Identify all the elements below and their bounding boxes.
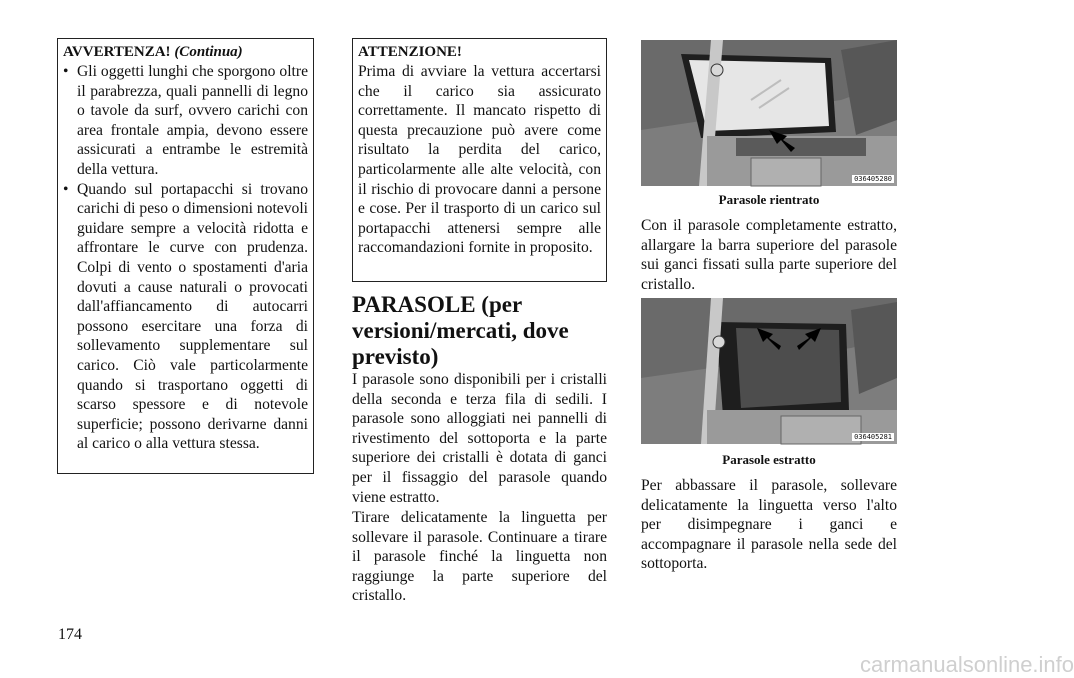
right-paragraph-1: Con il parasole completamente estratto, allargare la barra superiore del parasole sui ganci fissati sulla parte superiore del cristallo.	[641, 217, 897, 293]
sunshade-retracted-illustration	[641, 40, 897, 186]
page-number: 174	[58, 626, 82, 643]
figure-1-caption: Parasole rientrato	[718, 192, 820, 207]
warning-title: AVVERTENZA! (Continua)	[63, 44, 243, 60]
section-paragraph-2: Tirare delicatamente la linguetta per sollevare il parasole. Continuare a tirare il parasole finché la linguetta non raggiunge la parte superiore del cristallo.	[352, 509, 607, 605]
warning-list	[63, 62, 308, 454]
footer-watermark: carmanualsonline.info	[860, 652, 1074, 677]
figure-sunshade-extended	[641, 298, 897, 444]
sunshade-extended-illustration	[641, 298, 897, 444]
figure-2-code: 036405281	[854, 433, 892, 441]
caution-text: Prima di avviare la vettura accertarsi che il carico sia assicurato correttamente. Il mancato rispetto di questa precauzione può avere come risultato la perdita del carico, particolarmente alle alte velocità, con il rischio di provocare danni a persone e cose. Per il trasporto di un carico sul portapacchi attenersi sempre alle raccomandazioni fornite in proposito.	[358, 63, 601, 257]
caution-title: ATTENZIONE!	[358, 44, 462, 60]
right-paragraph-2: Per abbassare il parasole, sollevare delicatamente la linguetta verso l'alto per disimpegnare i ganci e accompagnare il parasole nella sede del sottoporta.	[641, 477, 897, 573]
warning-title-continued: (Continua)	[174, 44, 243, 60]
section-paragraph-1: I parasole sono disponibili per i cristalli della seconda e terza fila di sedili. I parasole sono alloggiati nei pannelli di rivestimento del sottoporta e la parte superiore dei cristalli è dotata di ganci per il fissaggio del parasole quando viene estratto.	[352, 371, 607, 506]
section-heading: PARASOLE (per versioni/mercati, dove previsto)	[352, 292, 569, 369]
figure-2-caption: Parasole estratto	[722, 452, 816, 467]
caution-box	[352, 38, 607, 282]
warning-box	[57, 38, 314, 474]
figure-sunshade-retracted	[641, 40, 897, 186]
figure-1-code: 036405280	[854, 175, 892, 183]
warning-item: • Quando sul portapacchi si trovano carichi di peso o dimensioni notevoli guidare sempre a velocità ridotta e affrontare le curve con prudenza. Colpi di vento o spostamenti d'aria dovuti a cause naturali o provocati dall'affiancamento di autocarri possono esercitare una forza di sollevamento supplementare sul carico. Ciò vale particolarmente quando si trasportano oggetti di scarso spessore e di notevole superficie; possono derivarne danni al carico o alla vettura stessa.	[63, 180, 308, 454]
warning-item: • Gli oggetti lunghi che sporgono oltre il parabrezza, quali pannelli di legno o tavole da surf, ovvero carichi con area frontale ampia, devono essere assicurati a entrambe le estremità della vettura.	[63, 62, 308, 180]
